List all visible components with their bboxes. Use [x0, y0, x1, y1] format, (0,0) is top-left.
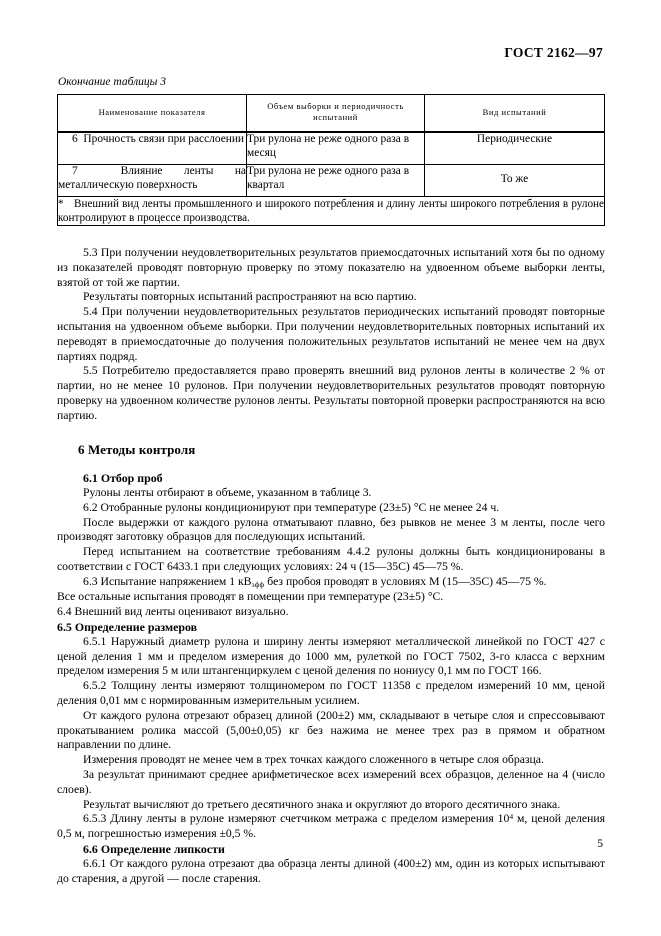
document-body — [57, 246, 605, 887]
cell-sampling: Три рулона не реже одного раза в месяц — [247, 132, 425, 165]
superscript-four: 4 — [509, 812, 514, 822]
indicator-text: Прочность связи при расслоении — [83, 132, 245, 145]
paragraph-6-2c: Перед испытанием на соответствие требованиям 4.4.2 рулоны должны быть кондиционированы в соответствии с ГОСТ 6433.1 при следующих условиях: 24 ч (15—35С) 45—75 %. — [57, 545, 605, 574]
table-row — [58, 132, 605, 165]
column-header-sampling: Объем выборки и периодичность испытаний — [247, 95, 425, 132]
table-footnote-row — [58, 196, 605, 225]
paragraph-6-5-1: 6.5.1 Наружный диаметр рулона и ширину ленты измеряют металлической линейкой по ГОСТ 427 с ценой деления 1 мм и пределом измерения до 1000 мм, рулеткой по ГОСТ 7502, 3-го класса с верхним пределом измерения 5 м или штангенциркулем с ценой деления по нониусу 0,1 мм по ГОСТ 166. — [57, 634, 605, 678]
requirements-table — [57, 94, 605, 226]
row-number: 7 — [72, 164, 78, 177]
paragraph-5-5: 5.5 Потребителю предоставляется право проверять внешний вид рулонов ленты в количестве 2 % от партии, но не менее 10 рулонов. При получении неудовлетворительных результатов проводят повторную проверку на удвоенном количестве рулонов ленты. Результаты повторной проверки распространяются на всю партию. — [57, 364, 605, 422]
paragraph-5-3: 5.3 При получении неудовлетворительных результатов приемосдаточных испытаний хотя бы по одному из показателей проводят повторную проверку по этому показателю на удвоенном объеме выборки ленты, взятой от той же партии. — [57, 246, 605, 289]
cell-indicator — [58, 164, 247, 196]
table-caption: Окончание таблицы 3 — [58, 76, 166, 88]
spacer — [57, 424, 605, 442]
paragraph-6-5-2e: Результат вычисляют до третьего десятичного знака и округляют до второго десятичного знака. — [83, 797, 561, 811]
footnote-marker: * — [58, 197, 64, 210]
section-heading-6: 6 Методы контроля — [78, 441, 196, 457]
footnote-text: Внешний вид ленты промышленного и широкого потребления и длину ленты широкого потребления в рулоне контролируют в процессе производства. — [58, 197, 604, 224]
paragraph-6-2b: После выдержки от каждого рулона отматывают плавно, без рывков не менее 3 м ленты, после чего производят заготовку образцов для последующих испытаний. — [57, 515, 605, 544]
standard-code-header: ГОСТ 2162—97 — [504, 45, 603, 60]
paragraph-6-3b: Все остальные испытания проводят в помещении при температуре (23±5) °С. — [57, 590, 444, 604]
subscript-eff: эфф — [251, 580, 265, 589]
cell-sampling: Три рулона не реже одного раза в квартал — [247, 164, 425, 196]
paragraph-6-4: 6.4 Внешний вид ленты оценивают визуально. — [57, 604, 289, 618]
paragraph-6-3 — [57, 575, 605, 590]
paragraph-6-3-text1: 6.3 Испытание напряжением 1 кВ — [83, 574, 252, 588]
paragraph-6-3-text2: без пробоя проводят в условиях М (15—35С) 45—75 %. — [264, 574, 547, 588]
paragraph-6-1: Рулоны ленты отбирают в объеме, указанном в таблице 3. — [83, 486, 372, 500]
column-header-test-type: Вид испытаний — [425, 95, 605, 132]
cell-test-type: То же — [425, 164, 605, 196]
paragraph-6-5-3-text1: 6.5.3 Длину ленты в рулоне измеряют счетчиком метража с пределом измерения 10 — [83, 812, 510, 826]
table-3-continuation — [57, 94, 604, 226]
table-row — [58, 164, 605, 196]
paragraph-6-5-2: 6.5.2 Толщину ленты измеряют толщиномером по ГОСТ 11358 с пределом измерений 10 мм, ценой деления 0,01 мм с нормированным измерительным усилием. — [57, 679, 605, 707]
paragraph-6-5-2c: Измерения проводят не менее чем в трех точках каждого сложенного в четыре слоя образца. — [83, 753, 544, 767]
paragraph-6-2: 6.2 Отобранные рулоны кондиционируют при температуре (23±5) °С не менее 24 ч. — [83, 500, 500, 514]
paragraph-6-5-3-text2: м, ценой деления 0,5 м, погрешностью измерения ±0,5 %. — [57, 812, 605, 841]
spacer — [57, 458, 605, 471]
cell-test-type: Периодические — [425, 132, 605, 165]
subsection-heading-6-1: 6.1 Отбор проб — [83, 471, 163, 485]
cell-indicator — [58, 132, 247, 165]
paragraph-6-5-2b: От каждого рулона отрезают образец длиной (200±2) мм, складывают в четыре слоя и спрессовывают прокатыванием ролика массой (5,00±0,05) кг без нажима не менее трех раз в прямом и обратном направлении по длине. — [57, 708, 605, 752]
table-header-row — [58, 95, 605, 132]
page-number: 5 — [597, 838, 603, 850]
paragraph-5-3b: Результаты повторных испытаний распространяют на всю партию. — [83, 290, 417, 304]
paragraph-6-5-3 — [57, 812, 605, 842]
table-footnote — [58, 196, 605, 225]
paragraph-5-4: 5.4 При получении неудовлетворительных результатов периодических испытаний проводят повторные испытания на удвоенном объеме выборки. При получении неудовлетворительных повторных испытаний их переводят в приемосдаточные до получения положительных результатов испытаний не менее чем на двух партиях подряд. — [57, 305, 605, 363]
paragraph-6-6-1: 6.6.1 От каждого рулона отрезают два образца ленты длиной (400±2) мм, один из которых испытывают до старения, а другой — после старения. — [57, 857, 605, 885]
column-header-indicator: Наименование показателя — [58, 95, 247, 132]
paragraph-6-5-2d: За результат принимают среднее арифметическое всех измерений всех образцов, деленное на 4 (число слоев). — [57, 767, 605, 796]
row-number: 6 — [72, 132, 78, 145]
subsection-heading-6-5: 6.5 Определение размеров — [57, 619, 198, 634]
indicator-text: Влияние ленты на металлическую поверхность — [58, 164, 246, 191]
subsection-heading-6-6: 6.6 Определение липкости — [83, 842, 225, 857]
